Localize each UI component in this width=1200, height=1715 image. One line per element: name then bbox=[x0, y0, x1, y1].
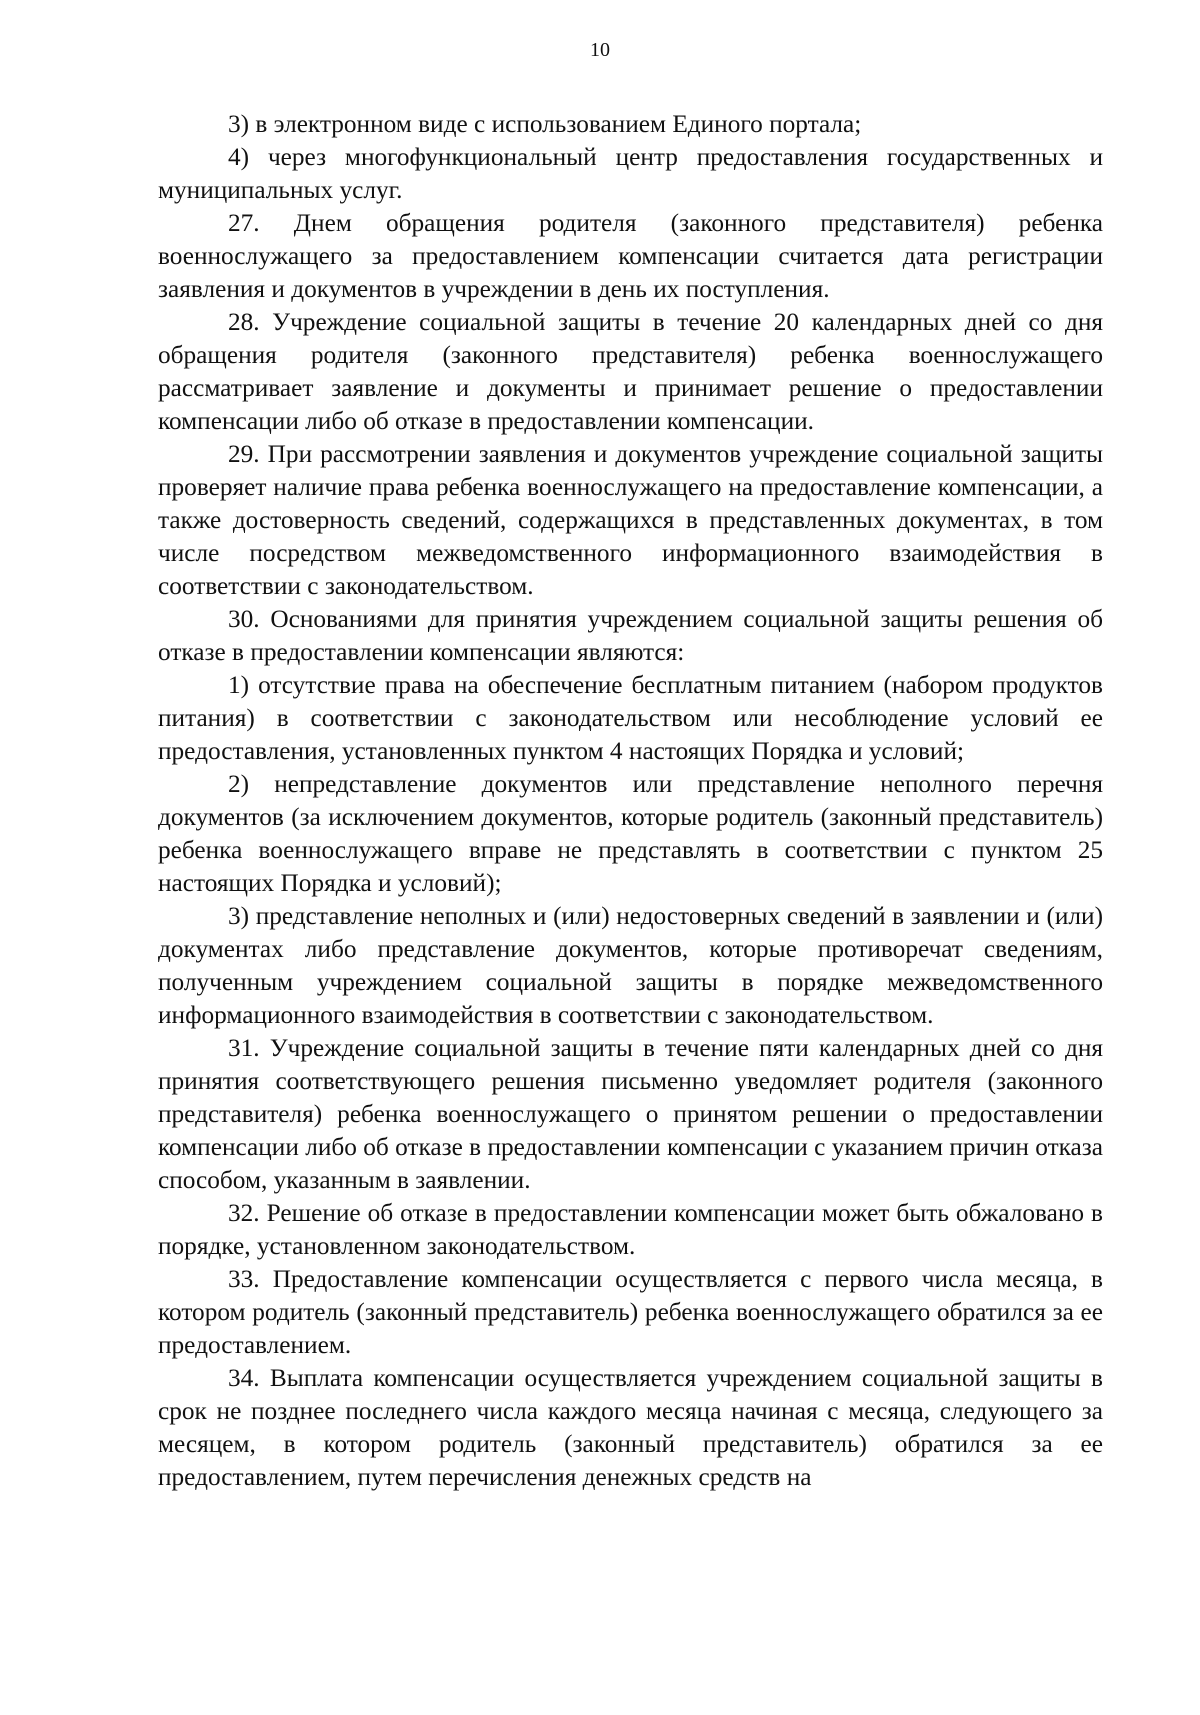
paragraph-clause-27: 27. Днем обращения родителя (законного представителя) ребенка военнослужащего за предоставлением компенсации считается дата регистрации заявления и документов в учреждении в день их поступления. bbox=[158, 209, 1103, 303]
paragraph-clause-30-item-3: 3) представление неполных и (или) недостоверных сведений в заявлении и (или) документах либо представление документов, которые противоречат сведениям, полученным учреждением социальной защиты в порядке межведомственного информационного взаимодействия в соответствии с законодательством. bbox=[158, 902, 1103, 1029]
paragraph-clause-28: 28. Учреждение социальной защиты в течение 20 календарных дней со дня обращения родителя (законного представителя) ребенка военнослужащего рассматривает заявление и документы и принимает решение о предоставлении компенсации либо об отказе в предоставлении компенсации. bbox=[158, 308, 1103, 435]
paragraph-clause-30: 30. Основаниями для принятия учреждением социальной защиты решения об отказе в предоставлении компенсации являются: bbox=[158, 605, 1103, 666]
paragraph-clause-30-item-1: 1) отсутствие права на обеспечение бесплатным питанием (набором продуктов питания) в соответствии с законодательством или несоблюдение условий ее предоставления, установленных пунктом 4 настоящих Порядка и условий; bbox=[158, 671, 1103, 765]
document-body bbox=[158, 108, 1103, 1494]
paragraph-item-4-mfc: 4) через многофункциональный центр предоставления государственных и муниципальных услуг. bbox=[158, 143, 1103, 204]
paragraph-clause-29: 29. При рассмотрении заявления и документов учреждение социальной защиты проверяет наличие права ребенка военнослужащего на предоставление компенсации, а также достоверность сведений, содержащихся в представленных документах, в том числе посредством межведомственного информационного взаимодействия в соответствии с законодательством. bbox=[158, 440, 1103, 600]
paragraph-clause-31: 31. Учреждение социальной защиты в течение пяти календарных дней со дня принятия соответствующего решения письменно уведомляет родителя (законного представителя) ребенка военнослужащего о принятом решении о предоставлении компенсации либо об отказе в предоставлении компенсации с указанием причин отказа способом, указанным в заявлении. bbox=[158, 1034, 1103, 1194]
paragraph-clause-32: 32. Решение об отказе в предоставлении компенсации может быть обжаловано в порядке, установленном законодательством. bbox=[158, 1199, 1103, 1260]
paragraph-clause-33: 33. Предоставление компенсации осуществляется с первого числа месяца, в котором родитель (законный представитель) ребенка военнослужащего обратился за ее предоставлением. bbox=[158, 1265, 1103, 1359]
paragraph-item-3-electronic: 3) в электронном виде с использованием Единого портала; bbox=[228, 110, 862, 138]
page-number: 10 bbox=[590, 39, 610, 61]
paragraph-clause-34: 34. Выплата компенсации осуществляется учреждением социальной защиты в срок не позднее последнего числа каждого месяца начиная с месяца, следующего за месяцем, в котором родитель (законный представитель) обратился за ее предоставлением, путем перечисления денежных средств на bbox=[158, 1364, 1103, 1491]
paragraph-clause-30-item-2: 2) непредставление документов или представление неполного перечня документов (за исключением документов, которые родитель (законный представитель) ребенка военнослужащего вправе не представлять в соответствии с пунктом 25 настоящих Порядка и условий); bbox=[158, 770, 1103, 897]
